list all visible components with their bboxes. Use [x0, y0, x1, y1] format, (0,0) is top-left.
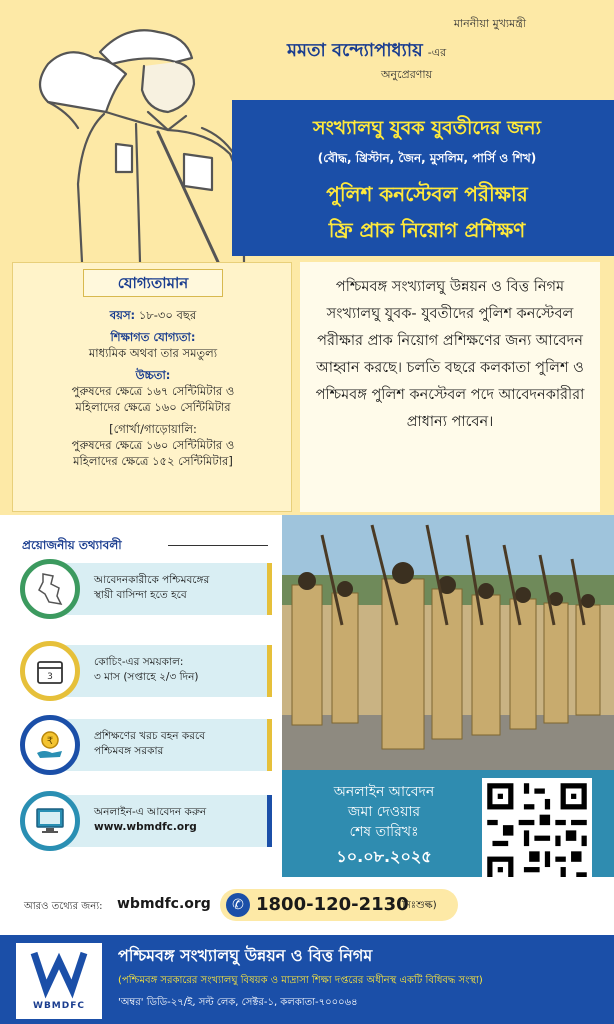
deadline-text [294, 782, 474, 842]
cm-title: মাননীয়া মুখ্যমন্ত্রী [453, 17, 526, 30]
info-card-residency [20, 559, 272, 619]
headline-line-4: ফ্রি প্রাক নিয়োগ প্রশিক্ষণ [328, 218, 526, 242]
education-label: শিক্ষাগত যোগ্যতা: [110, 330, 196, 344]
headline-line-1: সংখ্যালঘু যুবক যুবতীদের জন্য [313, 117, 541, 139]
info-card-line-2: স্থায়ী বাসিন্দা হতে হবে [94, 589, 187, 601]
age-value: ১৮-৩০ বছর [138, 308, 197, 322]
police-parade-photo [282, 515, 614, 770]
org-name: পশ্চিমবঙ্গ সংখ্যালঘু উন্নয়ন ও বিত্ত নিগম [118, 946, 373, 965]
headline-band [232, 100, 614, 256]
qr-code[interactable] [482, 778, 592, 888]
height-label: উচ্চতা: [135, 368, 171, 382]
contact-strip [0, 877, 614, 935]
gorkha-line-2: পুরুষদের ক্ষেত্রে ১৬০ সেন্টিমিটার ও [71, 438, 235, 452]
eligibility-title: যোগ্যতামান [117, 274, 189, 292]
inspiration-text: অনুপ্রেরণায় [381, 68, 433, 81]
deadline-line-1: অনলাইন আবেদন [333, 784, 435, 800]
headline-communities: (বৌদ্ধ, খ্রিস্টান, জৈন, মুসলিম, পার্সি ও শিখ) [317, 151, 537, 165]
info-card-duration [20, 641, 272, 701]
rupee-hand-icon [20, 715, 80, 775]
info-title: প্রয়োজনীয় তথ্যাবলী [22, 538, 122, 552]
logo-mark-icon [16, 943, 102, 999]
logo-text: WBMDFC [33, 1001, 85, 1011]
org-subtitle: (পশ্চিমবঙ্গ সরকারের সংখ্যালঘু বিষয়ক ও মাদ্রাসা শিক্ষা দপ্তরের অধীনস্থ একটি বিধিবদ্ধ সংস্থা) [118, 975, 483, 986]
wbmdfc-logo [16, 943, 102, 1019]
age-row [19, 307, 287, 323]
map-icon [20, 559, 80, 619]
info-card-line-1: আবেদনকারীকে পশ্চিমবঙ্গের [94, 574, 210, 586]
computer-icon [20, 791, 80, 851]
info-title-rule [168, 545, 268, 546]
contact-website-link[interactable]: wbmdfc.org [117, 896, 211, 912]
description-text: পশ্চিমবঙ্গ সংখ্যালঘু উন্নয়ন ও বিত্ত নিগম সংখ্যালঘু যুবক- যুবতীদের পুলিশ কনস্টেবল পরীক্ষার প্রাক নিয়োগ প্রশিক্ষণের জন্য আবেদন আহ্বান করছে। চলতি বছরে কলকাতা পুলিশ ও পশ্চিমবঙ্গ পুলিশ কনস্টেবল পদে আবেদনকারীরা প্রাধান্য পাবেন। [315, 279, 585, 430]
footer [0, 935, 614, 1024]
cm-name-row [287, 36, 446, 67]
info-section [0, 515, 282, 877]
info-card-line-1: অনলাইন-এ আবেদন করুন [94, 806, 207, 818]
org-address: 'অম্বর' ডিডি-২৭/ই, সল্ট লেক, সেক্টর-১, কলকাতা-৭০০০৬৪ [118, 997, 358, 1008]
svg-text:₹: ₹ [46, 736, 54, 747]
gorkha-line-3: মহিলাদের ক্ষেত্রে ১৫২ সেন্টিমিটার] [73, 454, 233, 468]
svg-text:3: 3 [47, 672, 53, 682]
info-card-cost [20, 715, 272, 775]
gorkha-line-1: [গোর্খা/গাড়োয়ালি: [109, 422, 197, 436]
eligibility-box [12, 262, 292, 512]
info-card-apply-online [20, 791, 272, 851]
age-label: বয়স: [109, 308, 136, 322]
education-value: মাধ্যমিক অথবা তার সমতুল্য [88, 346, 218, 360]
deadline-date: ১০.০৮.২০২৫ [336, 847, 432, 866]
calendar-icon [20, 641, 80, 701]
height-line-1: পুরুষদের ক্ষেত্রে ১৬৭ সেন্টিমিটার ও [71, 384, 235, 398]
info-card-text [94, 573, 264, 603]
deadline-line-2: জমা দেওয়ার [347, 804, 421, 820]
info-card-line-1: প্রশিক্ষণের খরচ বহন করবে [94, 730, 206, 742]
saluting-officer-illustration [8, 4, 258, 262]
eligibility-title-frame [83, 269, 223, 297]
info-card-text [94, 729, 264, 759]
headline-line-3: পুলিশ কনস্টেবল পরীক্ষার [326, 182, 528, 206]
toll-free-label: (নিঃশুল্ক) [398, 900, 437, 911]
contact-label: আরও তথ্যের জন্য: [24, 901, 103, 912]
phone-icon: ✆ [226, 893, 250, 917]
info-card-line-2: ৩ মাস (সপ্তাহে ২/৩ দিন) [94, 671, 199, 683]
height-line-2: মহিলাদের ক্ষেত্রে ১৬০ সেন্টিমিটার [75, 400, 231, 414]
cm-name: মমতা বন্দ্যোপাধ্যায় [287, 40, 423, 61]
deadline-line-3: শেষ তারিখঃ [349, 824, 419, 840]
eligibility-body [19, 307, 287, 469]
info-card-line-2: পশ্চিমবঙ্গ সরকার [94, 745, 164, 757]
info-card-text [94, 805, 264, 835]
cm-name-suffix: -এর [427, 46, 447, 59]
info-card-text [94, 655, 264, 685]
info-card-line-1: কোচিং-এর সময়কাল: [94, 656, 184, 668]
helpline-pill[interactable] [220, 889, 458, 921]
helpline-number[interactable]: 1800-120-2130 [256, 894, 409, 915]
info-card-line-2: www.wbmdfc.org [94, 821, 197, 833]
description-box [300, 262, 600, 512]
